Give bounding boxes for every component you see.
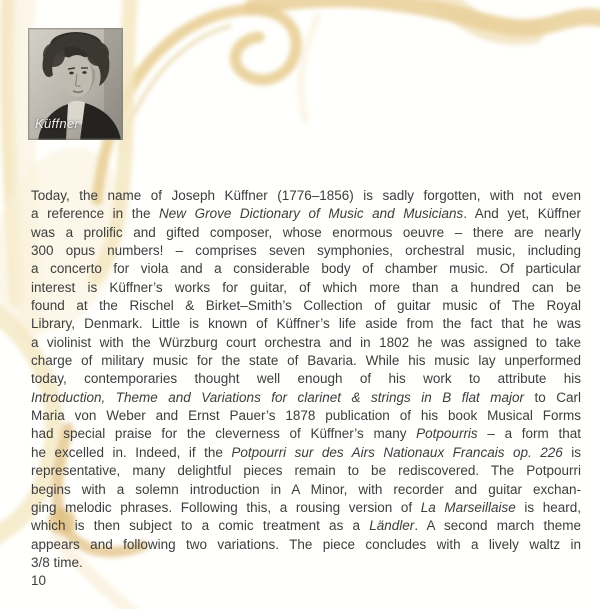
text-line: 3/8 time.	[31, 554, 83, 570]
text-line: 300 opus numbers! – comprises seven symphonies, orchestral music, including	[31, 243, 581, 259]
text-line: ging melodic phrases. Following this, a rousing version of La Marseillaise is heard,	[31, 499, 581, 515]
text-line: interest is Küffner’s works for guitar, of which more than a hundred can be	[31, 279, 581, 295]
portrait-caption: Küffner	[35, 116, 80, 131]
text-line: a reference in the New Grove Dictionary of Music and Musicians. And yet, Küffner	[31, 206, 581, 222]
text-line: charge of military music for the state of Bavaria. While his music lay unperformed	[31, 353, 581, 369]
text-line: had special praise for the cleverness of Küffner’s many Potpourris – a form that	[31, 426, 581, 442]
text-line: Library, Denmark. Little is known of Küffner’s life aside from the fact that he was	[31, 316, 581, 332]
text-line: he excelled in. Indeed, if the Potpourri sur des Airs Nationaux Francais op. 226 is	[31, 444, 581, 460]
text-line: a concerto for viola and a considerable body of chamber music. Of particular	[31, 261, 581, 277]
text-line: Introduction, Theme and Variations for clarinet & strings in B flat major to Carl	[31, 389, 581, 405]
text-line: which is then subject to a comic treatment as a Ländler. A second march theme	[31, 518, 581, 534]
text-line: a violinist with the Würzburg court orchestra and in 1802 he was assigned to take	[31, 334, 581, 350]
kuffner-portrait	[28, 28, 123, 140]
text-line: begins with a solemn introduction in A Minor, with recorder and guitar exchan-	[31, 481, 581, 497]
text-line: representative, many delightful pieces remain to be rediscovered. The Potpourri	[31, 463, 581, 479]
article-text	[31, 187, 581, 591]
text-line: Today, the name of Joseph Küffner (1776–1856) is sadly forgotten, with not even	[31, 188, 581, 203]
text-line: found at the Rischel & Birket–Smith’s Collection of guitar music of The Royal	[31, 298, 581, 314]
text-line: Maria von Weber and Ernst Pauer’s 1878 publication of his book Musical Forms	[31, 408, 581, 424]
page-number: 10	[31, 573, 47, 589]
text-line: today, contemporaries thought well enough of his work to attribute his	[31, 371, 581, 387]
text-line: appears and following two variations. The piece concludes with a lively waltz in	[31, 536, 581, 552]
text-line: was a prolific and gifted composer, whose enormous oeuvre – there are nearly	[31, 224, 581, 240]
